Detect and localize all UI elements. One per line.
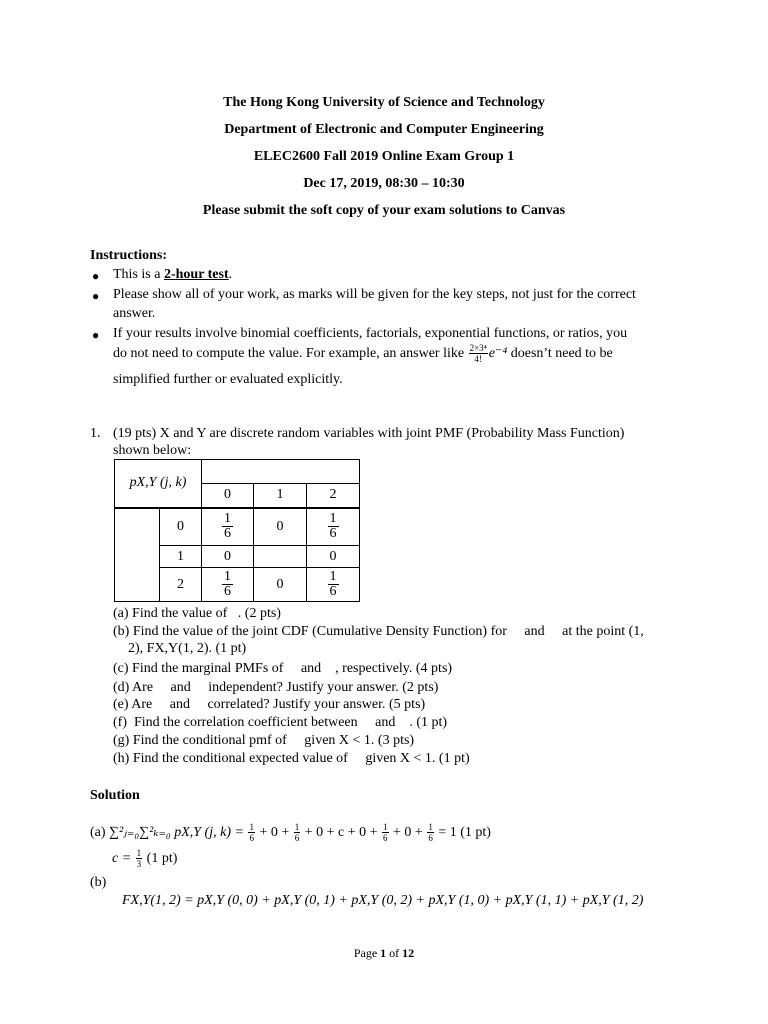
solution-b-equation: FX,Y(1, 2) = pX,Y (0, 0) + pX,Y (0, 1) + pX,Y (0, 2) + pX,Y (1, 0) + pX,Y (1, 1) + pX,Y (1, 2) — [122, 893, 644, 908]
table-cell: $\frac{1}{6}$ — [202, 568, 254, 602]
instruction-item-2-line2: answer. — [113, 306, 156, 321]
part-g: (g) Find the conditional pmf of given X < 1. (3 pts) — [113, 733, 415, 748]
table-cell: 0 — [307, 546, 360, 568]
fraction: $\frac{1}{6}$ — [383, 822, 388, 844]
solution-c-value: c = $\frac{1}{3}$ (1 pt) — [112, 848, 178, 870]
row-header: 0 — [160, 508, 202, 546]
solution-heading: Solution — [90, 788, 140, 803]
part-b-line1: (b) Find the value of the joint CDF (Cumulative Density Function) for and at the point (1, — [113, 624, 644, 639]
part-f: (f) Find the correlation coefficient between and . (1 pt) — [113, 715, 448, 730]
bullet-icon: ● — [92, 328, 100, 342]
test-duration: 2-hour test — [163, 267, 229, 282]
instruction-item-3-line1: If your results involve binomial coefficients, factorials, exponential functions, or ratios, you — [113, 326, 628, 341]
part-d: (d) Are and independent? Justify your answer. (2 pts) — [113, 680, 439, 695]
table-cell: 0 — [202, 546, 254, 568]
instruction-item-3-line3: simplified further or evaluated explicitly. — [113, 372, 343, 387]
bullet-icon: ● — [92, 269, 100, 283]
table-header-blank — [202, 460, 360, 484]
question-1-line1: (19 pts) X and Y are discrete random variables with joint PMF (Probability Mass Function) — [113, 426, 625, 441]
submission-note: Please submit the soft copy of your exam solutions to Canvas — [202, 203, 566, 218]
question-1-line2: shown below: — [113, 443, 192, 458]
table-cell: $\frac{1}{6}$ — [202, 508, 254, 546]
part-e: (e) Are and correlated? Justify your answer. (5 pts) — [113, 697, 426, 712]
table-cell — [254, 546, 307, 568]
solution-a-equation: (a) ∑²ⱼ₌₀∑²ₖ₌₀ pX,Y (j, k) = $\frac{1}{6}$ + 0 + $\frac{1}{6}$ + 0 + c + 0 + $\frac{1}{6}$ + 0 + $\frac{1}{6}$ = 1 (1 pt) — [90, 822, 491, 844]
instructions-heading: Instructions: — [90, 248, 168, 263]
instruction-item-1: This is a 2-hour test. — [113, 267, 233, 282]
solution-b-label: (b) — [90, 875, 107, 890]
part-a: (a) Find the value of . (2 pts) — [113, 606, 281, 621]
row-header: 2 — [160, 568, 202, 602]
fraction: $\frac{1}{6}$ — [294, 822, 300, 844]
col-header: 0 — [202, 484, 254, 508]
table-cell: 0 — [254, 508, 307, 546]
exam-title: ELEC2600 Fall 2019 Online Exam Group 1 — [253, 149, 515, 164]
table-corner-label: pX,Y (j, k) — [115, 460, 202, 508]
department-title: Department of Electronic and Computer Engineering — [224, 122, 544, 137]
table-cell: $\frac{1}{6}$ — [307, 508, 360, 546]
part-b-line2: 2), FX,Y(1, 2). (1 pt) — [128, 641, 247, 656]
exam-datetime: Dec 17, 2019, 08:30 – 10:30 — [303, 176, 465, 191]
bullet-icon: ● — [92, 289, 100, 303]
fraction: $\frac{1}{6}$ — [428, 822, 433, 844]
row-group-blank — [115, 508, 160, 602]
part-h: (h) Find the conditional expected value of given X < 1. (1 pt) — [113, 751, 470, 766]
part-c: (c) Find the marginal PMFs of and , respectively. (4 pts) — [113, 661, 453, 676]
col-header: 1 — [254, 484, 307, 508]
fraction: $\frac{1}{3}$ — [136, 848, 142, 870]
fraction: $\frac{1}{6}$ — [249, 822, 254, 844]
instruction-item-3-line2: do not need to compute the value. For example, an answer like $\frac{\text{2×3⁴}}{4!}$ e⁻⁴ doesn’t need to be — [113, 343, 613, 365]
row-header: 1 — [160, 546, 202, 568]
university-title: The Hong Kong University of Science and Technology — [223, 95, 545, 110]
col-header: 2 — [307, 484, 360, 508]
example-fraction: $\frac{\text{2×3⁴}}{4!}$ — [469, 343, 487, 365]
question-number: 1. — [90, 426, 101, 441]
joint-pmf-table — [114, 459, 360, 602]
instruction-item-2-line1: Please show all of your work, as marks will be given for the key steps, not just for the correct — [113, 287, 636, 302]
table-cell: 0 — [254, 568, 307, 602]
page-number: Page 1 of 12 — [353, 946, 415, 960]
table-cell: $\frac{1}{6}$ — [307, 568, 360, 602]
